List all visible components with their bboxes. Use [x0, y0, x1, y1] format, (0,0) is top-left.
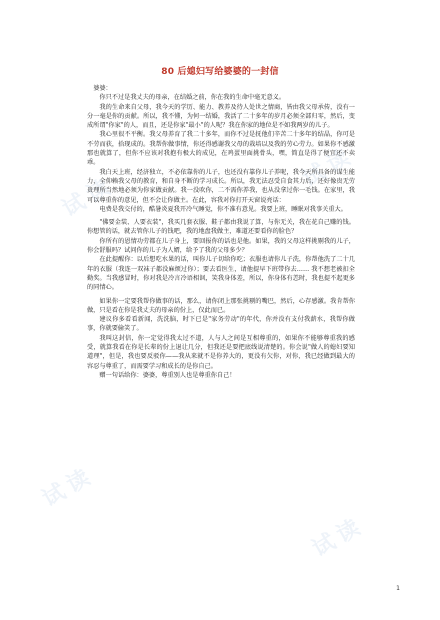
paragraph: 在此提醒你：以后想吃水果的话，叫你儿子切给你吃；衣服也请你儿子洗，你帮他洗了二十几年的衣服（我连一双袜子都没麻烦过你）；要去看医生，请他提早下班带你去…… 我不想老被扣全勤奖。当我感冒时，你对我是冷言冷语相讽，笑我身体差，所以，你身体有恙时，我也提不起更多的同情心。 [87, 256, 355, 292]
paragraph: 赠一句话给你：婆婆，尊重别人也是尊重你自己！ [99, 371, 236, 379]
salutation: 婆婆： [93, 85, 112, 92]
paragraph: 电费是我交付的，酷暑炎夏我开冷气睡觉，你不准有意见。我要上班，睡眠对我事关重大。 [99, 205, 347, 213]
paragraph: 你所有的恩情功劳都在儿子身上，要回报你的话也是他。如果，我的父母这样挑剔我的儿子，你会舒服吗？试问你的儿子为人婿，给予了我的父母多少？ [87, 237, 355, 255]
watermark: 试读 [58, 172, 120, 223]
watermark: 试读 [308, 512, 370, 563]
paragraph: 建议你多看看新闻，洗洗脑，时下已是"家务劳动"的年代，你并没有支付我薪水，我帮你做事，你就要偷笑了。 [87, 316, 355, 333]
document-title: 80 后媳妇写给婆婆的一封信 [161, 67, 279, 77]
paragraph: 我的生命来自父母，我今天的学历、能力、教养及待人处世之情商，皆由我父母承传，没有一分一毫是你的贡献。所以，我不懂，为何一结婚，我活了二十多年的岁月必须全部归零，然后，变成所谓"你家"的人，而且，还是你家"最小"的人呢？我在你家的地位是不如我两岁的儿子。 [87, 103, 355, 130]
paragraph: 如果你一定要我帮你做事的话，那么，请你闭上那张挑剔的嘴巴，然后，心存感激。我肯帮你做，只是看在你是我丈夫的母亲的份上，仅此而已。 [87, 297, 355, 314]
watermark: 试读 [38, 462, 100, 513]
paragraph: "佛要金装、人要衣装"，我买几套衣服、鞋子都由我说了算，与你无关，我在花自己赚的钱。你想管的话，就去管你儿子的钱吧，我的地盘我做主，难道还要看你的脸色？ [87, 219, 355, 236]
watermark: 试读 [298, 142, 360, 193]
paragraph: 我叫这封信，你一定觉得我太过不道，人与人之间是互相尊重的，如果你不能够尊重我的感受，就算我看在你是长辈的份上退让几分，但我还是要把底线说清楚的。你会说"做人的媳妇要知道理"，但是，我也要反驳你——我从来就不是你养大的，更没有欠你，对你，我已经做到最大的容忍与尊重了，而需要学习和成长的是你自己。 [87, 334, 355, 370]
paragraph: 我心里很不平衡。我父母养育了我二十多年，而你不过是抚他们辛苦二十多年的结晶，你可是不劳而获，拾现成的。我帮你做事情，你还得感谢我父母的栽培以及我的劳心劳力。如果你不感激那也就算了，但你不应该对我抱有极大的成见，在鸡蛋里面挑骨头，嘿，简直是得了便宜还不卖乖。 [87, 131, 355, 167]
paragraph: 我白天上班，经济独立，不必依靠你的儿子，也还没有靠你儿子养呢，我今天所具备的谋生能力，全仰赖我父母的教育，和自身不断的学习成长。所以，我无法忍受自食其力后，还好像贵无劳贵理所当然地必须为你家做贡献。我一没吹你，二不需你养我，也从没拿过你一毛钱。在家里，我可以尊重你的意见，但不会让你做主。在此，容我对你打开天窗说亮话： [87, 168, 355, 204]
paragraph: 你只不过是我丈夫的母亲，在结婚之前，你在我的生命中毫无意义。 [99, 94, 286, 102]
letter-body [87, 84, 355, 380]
page-number: 1 [396, 585, 400, 592]
